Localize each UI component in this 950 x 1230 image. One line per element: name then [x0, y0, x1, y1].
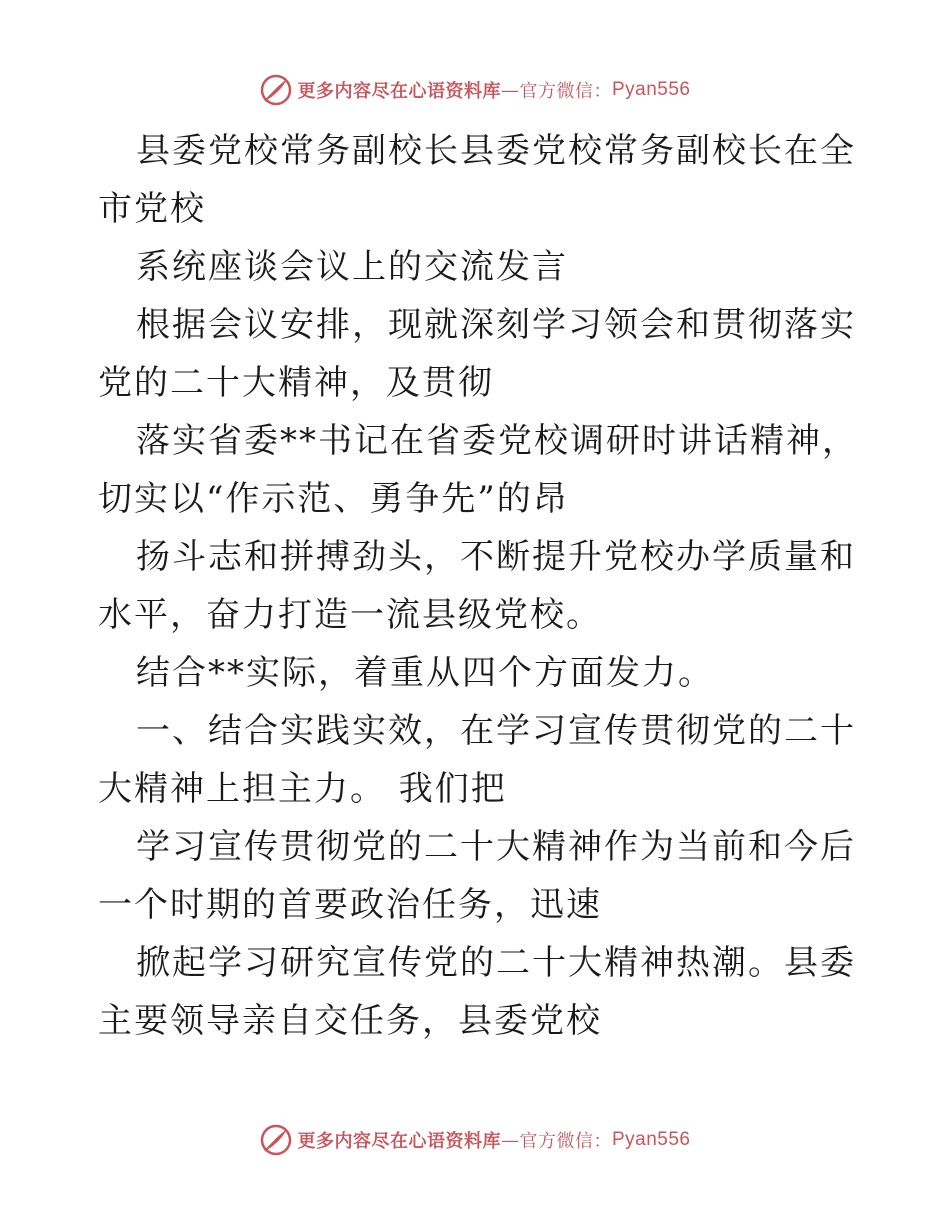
paragraph-title-line: 县委党校常务副校长县委党校常务副校长在全市党校 [98, 131, 856, 229]
footer-watermark-banner [0, 1120, 950, 1160]
banner-wechat-id: Pyan556 [611, 1129, 691, 1150]
quill-logo-icon [259, 73, 293, 107]
banner-dash: — [500, 79, 520, 101]
quill-logo-icon [259, 1123, 293, 1157]
banner-main-text: 更多内容尽在心语资料库 [297, 81, 501, 102]
paragraph-subtitle-line: 系统座谈会议上的交流发言 [136, 247, 568, 287]
paragraph: 扬斗志和拼搏劲头，不断提升党校办学质量和水平，奋力打造一流县级党校。 [98, 537, 856, 635]
document-body [98, 122, 858, 1050]
banner-main-text: 更多内容尽在心语资料库 [297, 1131, 501, 1152]
banner-wechat-label: 官方微信： [519, 1131, 612, 1152]
paragraph: 结合**实际，着重从四个方面发力。 [136, 653, 714, 693]
paragraph: 一、结合实践实效，在学习宣传贯彻党的二十大精神上担主力。 我们把 [98, 711, 856, 809]
header-watermark-banner [0, 70, 950, 110]
banner-wechat-id: Pyan556 [611, 79, 691, 100]
paragraph: 掀起学习研究宣传党的二十大精神热潮。县委主要领导亲自交任务，县委党校 [98, 943, 856, 1041]
banner-dash: — [500, 1129, 520, 1151]
paragraph: 根据会议安排，现就深刻学习领会和贯彻落实党的二十大精神，及贯彻 [98, 305, 856, 403]
banner-wechat-label: 官方微信： [519, 81, 612, 102]
paragraph: 落实省委**书记在省委党校调研时讲话精神，切实以“作示范、勇争先”的昂 [98, 421, 858, 519]
paragraph: 学习宣传贯彻党的二十大精神作为当前和今后一个时期的首要政治任务，迅速 [98, 827, 856, 925]
